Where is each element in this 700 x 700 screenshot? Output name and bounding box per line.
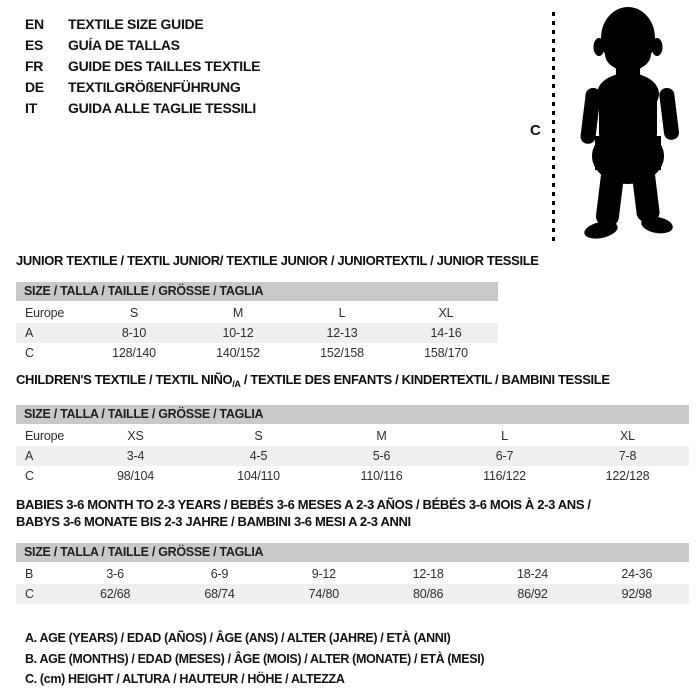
row-label: B — [25, 567, 34, 581]
table-header-row — [16, 303, 498, 323]
header-cell: XS — [127, 429, 144, 443]
value-cell: 4-5 — [249, 449, 268, 463]
height-measure-label: C — [530, 122, 541, 139]
language-row-es — [25, 34, 260, 55]
language-row-en — [25, 13, 260, 34]
value-cell: 24-36 — [621, 567, 653, 581]
value-cell: 86/92 — [517, 587, 548, 601]
language-row-de — [25, 76, 260, 97]
language-title: TEXTILGRÖßENFÜHRUNG — [68, 78, 241, 95]
value-cell: 10-12 — [222, 326, 254, 340]
row-label: A — [25, 449, 34, 463]
table-row-months — [16, 564, 689, 584]
table-row-age — [16, 323, 498, 343]
value-cell: 14-16 — [430, 326, 462, 340]
children-section — [16, 372, 689, 486]
size-header-bar: SIZE / TALLA / TAILLE / GRÖSSE / TAGLIA — [16, 282, 498, 301]
value-cell: 98/104 — [116, 469, 155, 483]
value-cell: 8-10 — [121, 326, 147, 340]
value-cell: 104/110 — [237, 469, 280, 483]
table-row-height — [16, 584, 689, 604]
size-header-bar: SIZE / TALLA / TAILLE / GRÖSSE / TAGLIA — [16, 405, 689, 424]
table-row-height — [16, 466, 689, 486]
language-code: EN — [25, 15, 44, 32]
babies-heading-line1: BABIES 3-6 MONTH TO 2-3 YEARS / BEBÉS 3-6 MESES A 2-3 AÑOS / BÉBÉS 3-6 MOIS À 2-3 ANS / — [16, 497, 591, 512]
children-size-table — [16, 405, 689, 486]
language-title: GUIDA ALLE TAGLIE TESSILI — [68, 99, 256, 116]
value-cell: 110/116 — [360, 469, 403, 483]
language-code: ES — [25, 36, 44, 53]
header-cell: XL — [620, 429, 635, 443]
value-cell: 128/140 — [112, 346, 156, 360]
height-dotted-line — [552, 12, 555, 244]
value-cell: 68/74 — [204, 587, 235, 601]
legend-line-c: C. (cm) HEIGHT / ALTURA / HAUTEUR / HÖHE / ALTEZZA — [25, 672, 345, 686]
value-cell: 18-24 — [516, 567, 548, 581]
header-cell: L — [338, 306, 346, 320]
header-cell: Europe — [25, 429, 65, 443]
language-row-fr — [25, 55, 260, 76]
row-label: C — [25, 587, 34, 601]
header-cell: S — [129, 306, 139, 320]
value-cell: 140/152 — [216, 346, 260, 360]
header-cell: L — [501, 429, 508, 443]
language-code: DE — [25, 78, 44, 95]
value-cell: 116/122 — [483, 469, 526, 483]
children-heading — [16, 372, 689, 392]
value-cell: 122/128 — [605, 469, 650, 483]
value-cell: 62/68 — [100, 587, 131, 601]
legend-line-a: A. AGE (YEARS) / EDAD (AÑOS) / ÂGE (ANS) / ALTER (JAHRE) / ETÀ (ANNI) — [25, 631, 451, 645]
header-cell: M — [376, 429, 387, 443]
language-code: FR — [25, 57, 44, 74]
language-title: TEXTILE SIZE GUIDE — [68, 15, 204, 32]
header-cell: S — [254, 429, 263, 443]
junior-section — [16, 253, 689, 363]
table-header-row — [16, 426, 689, 446]
language-title: GUIDE DES TAILLES TEXTILE — [68, 57, 261, 74]
header-cell: Europe — [25, 306, 65, 320]
junior-size-table — [16, 282, 498, 363]
children-heading-subscript: /A — [232, 379, 241, 389]
language-title: GUÍA DE TALLAS — [68, 36, 180, 53]
children-heading-main: CHILDREN'S TEXTILE / TEXTIL NIÑO — [16, 372, 233, 387]
value-cell: 6-7 — [495, 449, 514, 463]
measurement-figure — [520, 2, 700, 252]
legend-line-b: B. AGE (MONTHS) / EDAD (MESES) / ÂGE (MOIS) / ALTER (MONATE) / ETÀ (MESI) — [25, 651, 485, 666]
header-cell: XL — [438, 306, 454, 320]
children-heading-rest: / TEXTILE DES ENFANTS / KINDERTEXTIL / BAMBINI TESSILE — [240, 372, 610, 387]
junior-heading: JUNIOR TEXTILE / TEXTIL JUNIOR/ TEXTILE JUNIOR / JUNIORTEXTIL / JUNIOR TESSILE — [16, 253, 539, 268]
babies-section — [16, 496, 689, 604]
value-cell: 12-18 — [412, 567, 444, 581]
language-row-it — [25, 97, 260, 118]
babies-size-table — [16, 543, 689, 604]
value-cell: 9-12 — [311, 567, 336, 581]
babies-heading-line2: BABYS 3-6 MONATE BIS 2-3 JAHRE / BAMBINI 3-6 MESI A 2-3 ANNI — [16, 514, 411, 529]
value-cell: 92/98 — [621, 587, 652, 601]
row-label: C — [25, 346, 34, 360]
value-cell: 3-6 — [106, 567, 124, 581]
value-cell: 7-8 — [618, 449, 637, 463]
measure-legend — [25, 628, 484, 690]
value-cell: 5-6 — [372, 449, 391, 463]
size-header-bar: SIZE / TALLA / TAILLE / GRÖSSE / TAGLIA — [16, 543, 689, 562]
table-row-height — [16, 343, 498, 363]
language-code: IT — [25, 99, 37, 116]
value-cell: 74/80 — [308, 587, 339, 601]
toddler-silhouette-icon — [564, 4, 696, 244]
value-cell: 80/86 — [413, 587, 444, 601]
header-cell: M — [232, 306, 244, 320]
language-list — [25, 13, 260, 118]
value-cell: 12-13 — [326, 326, 358, 340]
value-cell: 3-4 — [126, 449, 145, 463]
table-row-age — [16, 446, 689, 466]
value-cell: 152/158 — [320, 346, 364, 360]
row-label: A — [25, 326, 34, 340]
row-label: C — [25, 469, 34, 483]
value-cell: 6-9 — [210, 567, 229, 581]
value-cell: 158/170 — [424, 346, 468, 360]
